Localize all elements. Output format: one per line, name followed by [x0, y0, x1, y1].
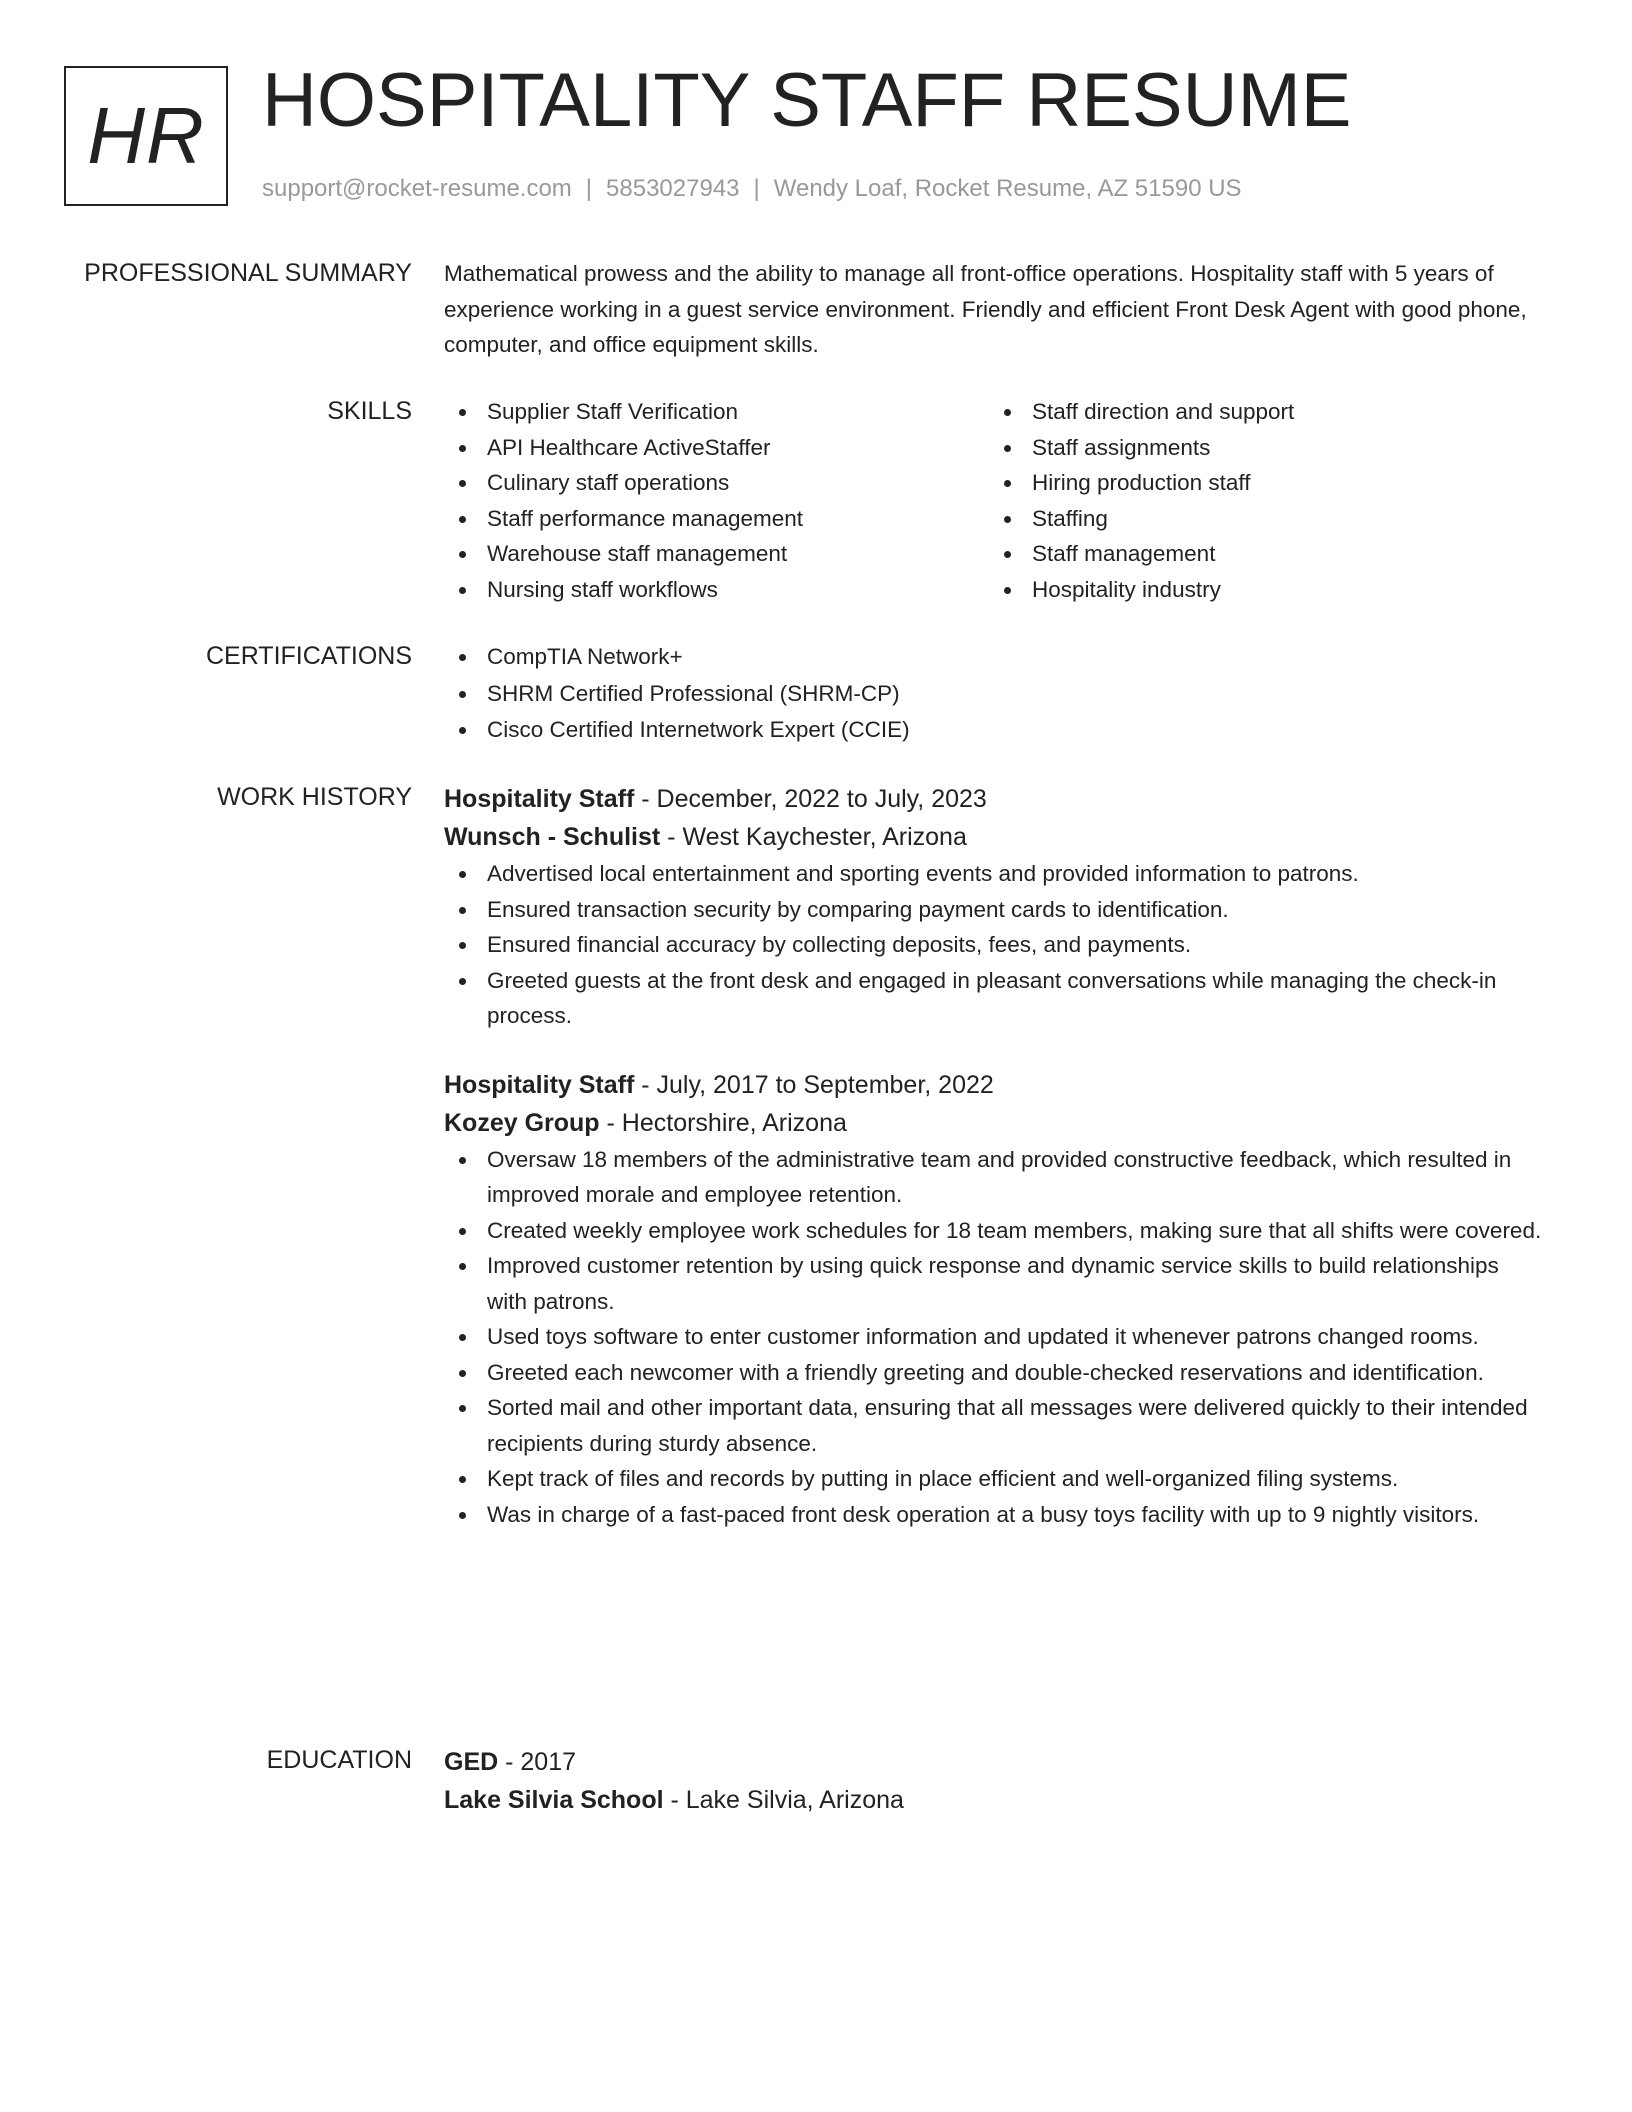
skill-item: Nursing staff workflows [444, 572, 989, 608]
skill-item: Staff management [989, 536, 1534, 572]
contact-line [262, 174, 1242, 204]
certifications-body [444, 639, 1544, 749]
contact-phone[interactable]: 5853027943 [606, 175, 740, 202]
job-bullet: Ensured transaction security by comparing payment cards to identification. [444, 892, 1544, 928]
skill-item: Hiring production staff [989, 465, 1534, 501]
certification-item: Cisco Certified Internetwork Expert (CCIE) [444, 712, 1544, 749]
contact-address: Wendy Loaf, Rocket Resume, AZ 51590 US [773, 175, 1242, 202]
skills-list-left [444, 394, 989, 607]
contact-separator: | [753, 175, 760, 202]
skill-item: Supplier Staff Verification [444, 394, 989, 430]
job-role: Hospitality Staff [444, 785, 635, 813]
resume-title: HOSPITALITY STAFF RESUME [262, 58, 1352, 143]
job-location: - West Kaychester, Arizona [660, 823, 967, 851]
skill-item: Hospitality industry [989, 572, 1534, 608]
monogram-box [64, 66, 228, 206]
job-bullet: Used toys software to enter customer information and updated it whenever patrons changed rooms. [444, 1319, 1544, 1355]
job-bullet: Advertised local entertainment and sporting events and provided information to patrons. [444, 856, 1544, 892]
education-degree: GED [444, 1748, 499, 1776]
skills-list-right [989, 394, 1534, 607]
job-bullet-list [444, 856, 1544, 1034]
education-degree-line [444, 1743, 1544, 1781]
certification-item: SHRM Certified Professional (SHRM-CP) [444, 676, 1544, 713]
job-bullet: Kept track of files and records by putting in place efficient and well-organized filing systems. [444, 1461, 1544, 1497]
skill-item: Culinary staff operations [444, 465, 989, 501]
education-school: Lake Silvia School [444, 1786, 664, 1814]
summary-text: Mathematical prowess and the ability to manage all front-office operations. Hospitality staff with 5 years of experience working in a guest service environment. Friendly and efficient Front Desk Agent with good phone, computer, and office equipment skills. [444, 261, 1527, 357]
job-bullet: Improved customer retention by using quick response and dynamic service skills to build relationships with patrons. [444, 1248, 1544, 1319]
section-title-education: EDUCATION [266, 1746, 412, 1774]
job-company-line [444, 818, 1544, 856]
section-title-work-history: WORK HISTORY [217, 783, 412, 811]
skill-item: Staff performance management [444, 501, 989, 537]
skill-item: API Healthcare ActiveStaffer [444, 430, 989, 466]
job-role-line [444, 1066, 1544, 1104]
summary-body [444, 256, 1544, 363]
work-history-body [444, 780, 1544, 1532]
section-title-summary: PROFESSIONAL SUMMARY [84, 259, 412, 287]
job-entry [444, 1066, 1544, 1533]
education-year: - 2017 [498, 1748, 577, 1776]
section-title-certifications: CERTIFICATIONS [205, 642, 412, 670]
skill-item: Staff direction and support [989, 394, 1534, 430]
section-title-skills: SKILLS [327, 397, 412, 425]
education-location: - Lake Silvia, Arizona [663, 1786, 904, 1814]
skill-item: Warehouse staff management [444, 536, 989, 572]
certifications-list [444, 639, 1544, 749]
job-bullet: Greeted each newcomer with a friendly greeting and double-checked reservations and identification. [444, 1355, 1544, 1391]
job-company: Kozey Group [444, 1108, 600, 1137]
job-company: Wunsch - Schulist [444, 823, 661, 851]
job-company-line [444, 1104, 1544, 1142]
monogram-initials: HR [87, 91, 205, 180]
job-bullet: Sorted mail and other important data, ensuring that all messages were delivered quickly to their intended recipients during sturdy absence. [444, 1390, 1544, 1461]
job-bullet: Created weekly employee work schedules for 18 team members, making sure that all shifts were covered. [444, 1213, 1544, 1249]
skills-grid [444, 394, 1544, 607]
job-bullet-list [444, 1142, 1544, 1533]
job-entry [444, 780, 1544, 1034]
skill-item: Staff assignments [989, 430, 1534, 466]
contact-email[interactable]: support@rocket-resume.com [262, 175, 572, 202]
job-role: Hospitality Staff [444, 1070, 635, 1099]
certification-item: CompTIA Network+ [444, 639, 1544, 676]
skills-body [444, 394, 1544, 607]
education-school-line [444, 1781, 1544, 1819]
job-bullet: Was in charge of a fast-paced front desk operation at a busy toys facility with up to 9 nightly visitors. [444, 1497, 1544, 1533]
job-role-line [444, 780, 1544, 818]
job-bullet: Ensured financial accuracy by collecting deposits, fees, and payments. [444, 927, 1544, 963]
education-body [444, 1743, 1544, 1819]
job-bullet: Oversaw 18 members of the administrative team and provided constructive feedback, which resulted in improved morale and employee retention. [444, 1142, 1544, 1213]
job-dates: - December, 2022 to July, 2023 [634, 785, 987, 813]
job-dates: - July, 2017 to September, 2022 [634, 1070, 994, 1099]
job-bullet: Greeted guests at the front desk and engaged in pleasant conversations while managing the check-in process. [444, 963, 1544, 1034]
skill-item: Staffing [989, 501, 1534, 537]
contact-separator: | [585, 175, 593, 202]
job-location: - Hectorshire, Arizona [599, 1108, 847, 1137]
